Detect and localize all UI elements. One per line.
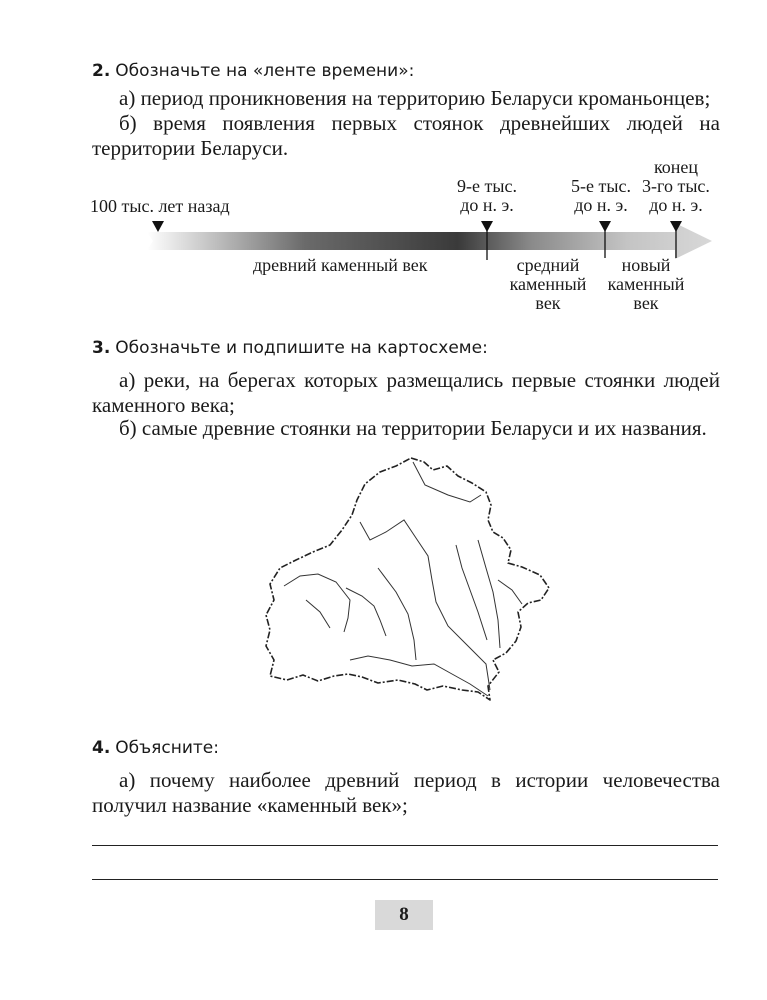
task-heading-text: Обозначьте на «ленте времени»: [115, 61, 415, 81]
period-label-line: новый [621, 255, 671, 275]
task-4-heading [92, 737, 219, 759]
mark-label-line: до н. э. [649, 195, 703, 215]
mark-label-line: конец [653, 157, 699, 177]
mark-label-line: 9-е тыс. [457, 176, 517, 196]
task-2-item-b: б) время появления первых стоянок древнейших людей на территории Беларуси. [92, 111, 720, 160]
task-heading-text: Обозначьте и подпишите на картосхеме: [115, 338, 488, 358]
task-4-item-a: а) почему наиболее древний период в истории человечества получил название «каменный век»; [92, 768, 720, 817]
river [306, 600, 330, 628]
period-label-line: век [535, 293, 561, 313]
task-heading-text: Объясните: [115, 738, 219, 758]
task-3-item-a: а) реки, на берегах которых размещались первые стоянки людей каменного века; [92, 368, 720, 417]
answer-line[interactable] [92, 845, 718, 846]
task-2-item-a: а) период проникновения на территорию Беларуси кроманьонцев; [119, 86, 711, 110]
period-label-line: каменный [607, 274, 685, 294]
task-number: 2. [92, 61, 111, 81]
timeline-start-label: 100 тыс. лет назад [90, 196, 230, 216]
timeline-period-paleolithic: древний каменный век [253, 255, 428, 275]
task-number: 4. [92, 738, 111, 758]
answer-line[interactable] [92, 879, 718, 880]
river [456, 545, 487, 640]
mark-label-line: 5-е тыс. [571, 176, 631, 196]
river [478, 540, 500, 648]
country-border [266, 458, 549, 700]
river [498, 580, 522, 604]
river [378, 568, 416, 660]
period-label-line: средний [516, 255, 580, 275]
rivers [284, 462, 522, 696]
mark-label-line: до н. э. [574, 195, 628, 215]
river [346, 588, 386, 636]
period-label-line: век [633, 293, 659, 313]
page-number: 8 [375, 900, 433, 930]
mark-label-line: 3-го тыс. [642, 176, 710, 196]
river [284, 574, 350, 632]
task-3-item-b: б) самые древние стоянки на территории Беларуси и их названия. [119, 416, 707, 440]
period-label-line: каменный [509, 274, 587, 294]
task-number: 3. [92, 338, 111, 358]
mark-label-line: до н. э. [460, 195, 514, 215]
